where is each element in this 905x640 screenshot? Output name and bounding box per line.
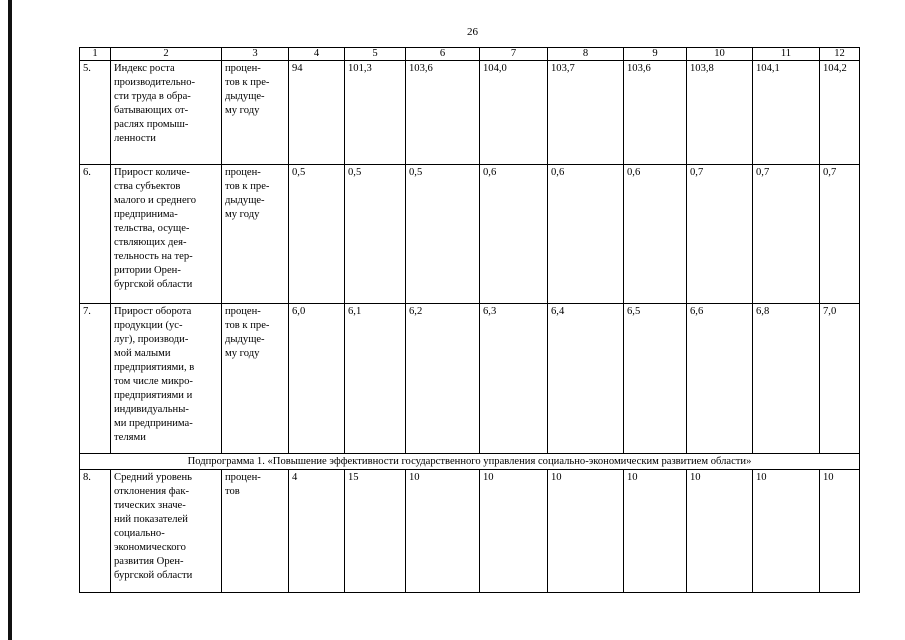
column-header: 3 [222,48,289,61]
value-cell: 104,2 [820,61,860,165]
table-row [80,61,860,165]
value-cell: 15 [345,470,406,593]
column-header: 4 [289,48,345,61]
row-number: 6. [80,165,111,304]
column-header: 5 [345,48,406,61]
value-cell: 6,8 [753,304,820,454]
indicators-table [79,47,860,593]
row-number: 5. [80,61,111,165]
value-cell: 6,5 [624,304,687,454]
table-row [80,470,860,593]
value-cell: 0,7 [687,165,753,304]
value-cell: 10 [753,470,820,593]
value-cell: 10 [548,470,624,593]
indicator-name: Прирост количе- ства субъектов малого и среднего предпринима- тельства, осуще- ствляющих дея- тельность на тер- ритории Орен- бургской области [111,165,222,304]
table-row [80,304,860,454]
row-number: 7. [80,304,111,454]
column-header: 1 [80,48,111,61]
page-binding-edge [8,0,12,640]
value-cell: 6,1 [345,304,406,454]
value-cell: 103,6 [406,61,480,165]
column-number-header-row [80,48,860,61]
column-header: 10 [687,48,753,61]
unit-of-measure: процен- тов к пре- дыдуще- му году [222,165,289,304]
value-cell: 103,6 [624,61,687,165]
value-cell: 104,1 [753,61,820,165]
column-header: 12 [820,48,860,61]
column-header: 9 [624,48,687,61]
value-cell: 0,6 [480,165,548,304]
value-cell: 0,6 [624,165,687,304]
value-cell: 104,0 [480,61,548,165]
unit-of-measure: процен- тов к пре- дыдуще- му году [222,61,289,165]
value-cell: 10 [406,470,480,593]
value-cell: 10 [687,470,753,593]
indicator-name: Средний уровень отклонения фак- тических значе- ний показателей социально- экономического развития Орен- бургской области [111,470,222,593]
value-cell: 6,4 [548,304,624,454]
value-cell: 0,5 [345,165,406,304]
column-header: 7 [480,48,548,61]
value-cell: 0,5 [406,165,480,304]
value-cell: 94 [289,61,345,165]
column-header: 6 [406,48,480,61]
value-cell: 0,6 [548,165,624,304]
value-cell: 10 [624,470,687,593]
subprogram-title: Подпрограмма 1. «Повышение эффективности государственного управления социально-экономическим развитием области» [80,454,860,470]
subprogram-section-row [80,454,860,470]
value-cell: 0,7 [753,165,820,304]
value-cell: 6,6 [687,304,753,454]
page-number: 26 [467,26,478,38]
unit-of-measure: процен- тов к пре- дыдуще- му году [222,304,289,454]
value-cell: 10 [820,470,860,593]
indicator-name: Индекс роста производительно- сти труда в обра- батывающих от- раслях промыш- ленности [111,61,222,165]
value-cell: 6,2 [406,304,480,454]
value-cell: 6,3 [480,304,548,454]
unit-of-measure: процен- тов [222,470,289,593]
column-header: 11 [753,48,820,61]
value-cell: 0,7 [820,165,860,304]
value-cell: 103,7 [548,61,624,165]
value-cell: 0,5 [289,165,345,304]
table-row [80,165,860,304]
column-header: 2 [111,48,222,61]
column-header: 8 [548,48,624,61]
value-cell: 4 [289,470,345,593]
value-cell: 103,8 [687,61,753,165]
value-cell: 6,0 [289,304,345,454]
indicator-name: Прирост оборота продукции (ус- луг), производи- мой малыми предприятиями, в том числе микро- предприятиями и индивидуальны- ми предпринима- телями [111,304,222,454]
value-cell: 101,3 [345,61,406,165]
value-cell: 10 [480,470,548,593]
value-cell: 7,0 [820,304,860,454]
row-number: 8. [80,470,111,593]
